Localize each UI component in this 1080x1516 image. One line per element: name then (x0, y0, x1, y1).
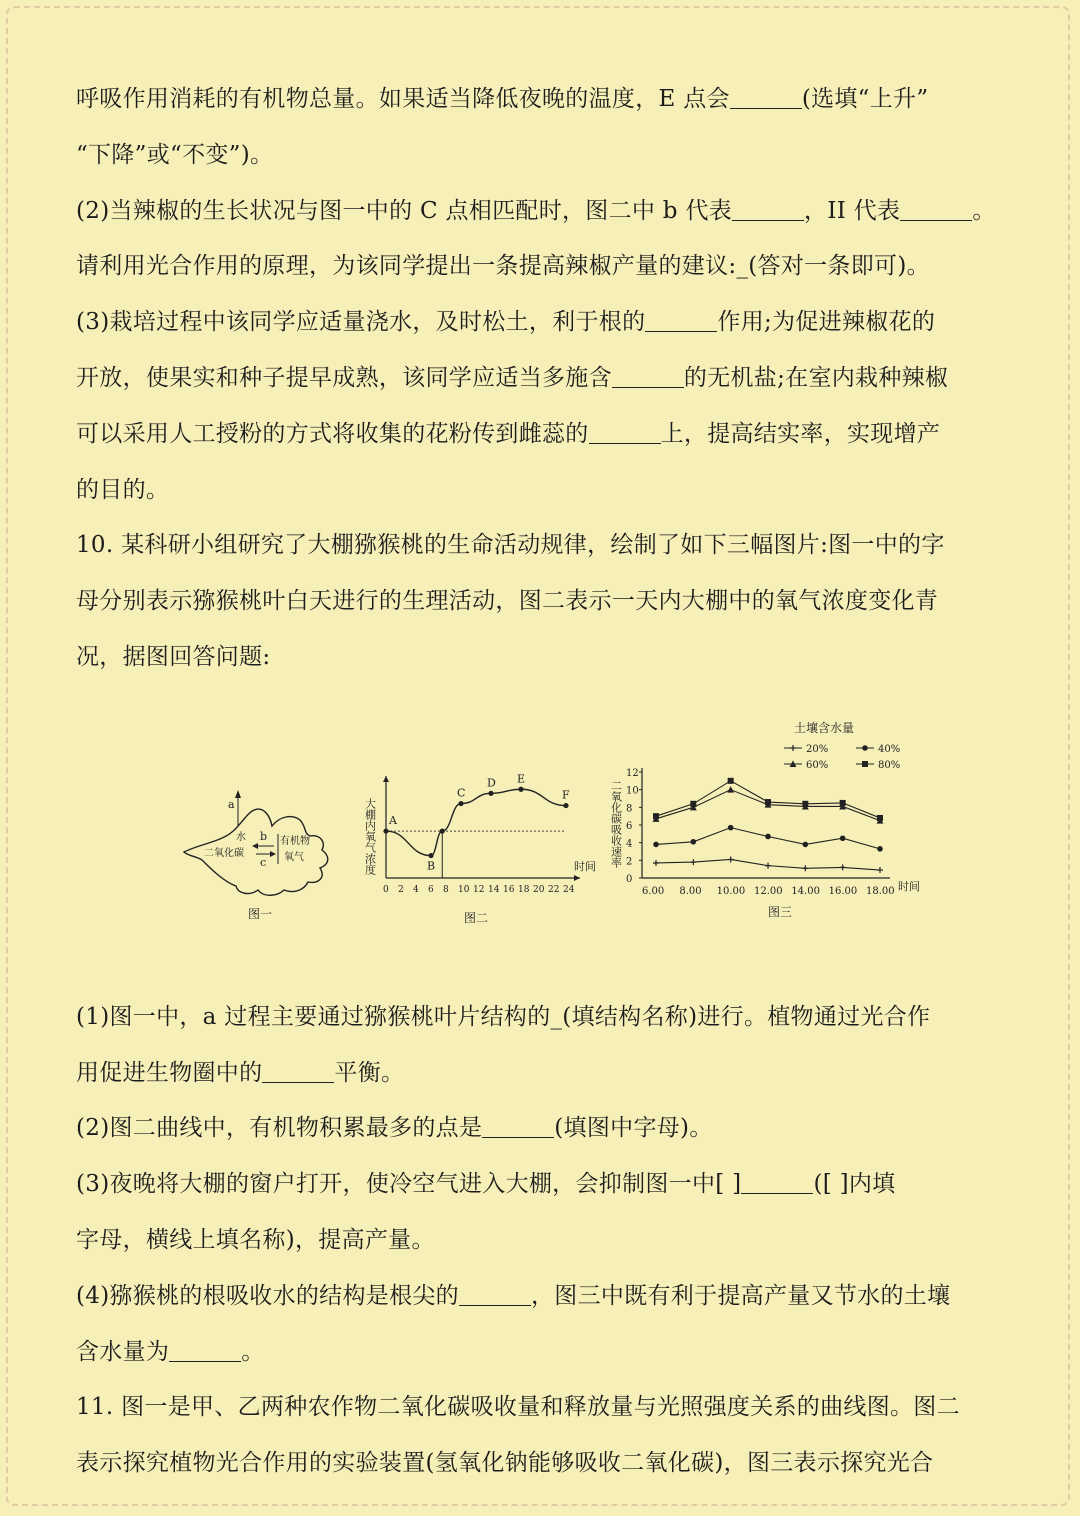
answer-blank[interactable] (589, 421, 661, 444)
x-axis-arrow (574, 875, 580, 881)
figure-3-co2-chart (606, 718, 926, 938)
answer-blank[interactable] (612, 365, 684, 388)
series-1-point (691, 839, 697, 845)
line-text: 11. 图一是甲、乙两种农作物二氧化碳吸收量和释放量与光照强度关系的曲线图。图二 (76, 1394, 960, 1421)
x-tick-label: 12 (473, 884, 485, 895)
x-tick-label: 14 (488, 884, 500, 895)
x-tick-label: 8.00 (679, 885, 702, 897)
point-label-f: F (562, 788, 570, 802)
chart-title: 土壤含水量 (794, 720, 855, 735)
x-tick-label: 22 (548, 884, 560, 895)
y-tick-label: 4 (626, 838, 633, 850)
x-tick-label: 0 (383, 884, 389, 895)
oxygen-curve (386, 789, 566, 855)
line-text: (3)夜晚将大棚的窗户打开，使冷空气进入大棚，会抑制图一中[ ] (76, 1171, 742, 1198)
text-line (76, 1325, 1008, 1381)
line-text: 字母，横线上填名称)，提高产量。 (76, 1226, 435, 1253)
series-0-point (765, 862, 771, 868)
point-label-c: C (457, 786, 466, 800)
text-line (76, 574, 1008, 630)
figure-row (76, 698, 1008, 988)
line-text: (3)栽培过程中该同学应适量浇水，及时松土，利于根的 (76, 309, 646, 336)
label-co2: 二氧化碳 (204, 847, 244, 859)
question-text-top (76, 72, 1008, 686)
text-line (76, 72, 1008, 128)
line-text: 的目的。 (76, 476, 170, 503)
figure-1-leaf-diagram (180, 786, 340, 926)
y-tick-label: 2 (626, 856, 633, 868)
curve-point (518, 786, 523, 791)
line-text: 含水量为 (76, 1338, 170, 1365)
label-organic: 有机物 (280, 835, 310, 847)
text-line (76, 1046, 1008, 1102)
series-0-point (802, 865, 808, 871)
line-text: (选填“上升” (801, 86, 929, 112)
text-line (76, 1157, 1008, 1213)
question-text-bottom (76, 990, 1008, 1492)
x-tick-label: 6 (428, 884, 434, 895)
series-0-point (877, 867, 883, 873)
text-line (76, 1436, 1008, 1492)
line-text: 平衡。 (334, 1059, 405, 1086)
x-tick-label: 12.00 (754, 885, 783, 897)
curve-point (488, 791, 493, 796)
x-tick-label: 16 (503, 884, 515, 895)
line-text: (4)猕猴桃的根吸收水的结构是根尖的 (76, 1282, 459, 1309)
figure-1-caption: 图一 (248, 906, 273, 921)
point-label-e: E (517, 772, 526, 786)
point-label-b: B (427, 859, 436, 873)
y-tick-label: 8 (626, 803, 633, 815)
line-text: 呼吸作用消耗的有机物总量。如果适当降低夜晚的温度，E 点会 (76, 86, 730, 112)
y-tick-label: 0 (626, 873, 633, 885)
line-text: 开放，使果实和种子提早成熟，该同学应适当多施含 (76, 364, 612, 391)
figure-2-caption: 图二 (464, 910, 489, 925)
text-line (76, 990, 1008, 1046)
series-3-point (728, 778, 734, 784)
answer-blank[interactable] (645, 309, 717, 332)
answer-blank[interactable] (482, 1115, 554, 1138)
answer-blank[interactable] (732, 198, 804, 221)
x-tick-label: 18 (518, 884, 530, 895)
line-text: 母分别表示猕猴桃叶白天进行的生理活动，图二表示一天内大棚中的氧气浓度变化青 (76, 588, 939, 615)
label-oxygen: 氧气 (284, 851, 304, 863)
curve-point (458, 801, 463, 806)
line-text: 作用;为促进辣椒花的 (717, 309, 936, 336)
figure-2-ylabel: 大棚内氧气浓度 (363, 797, 377, 875)
text-line (76, 128, 1008, 184)
answer-blank[interactable] (169, 1339, 241, 1362)
label-c: c (260, 855, 267, 869)
text-line (76, 295, 1008, 351)
x-tick-label: 10 (458, 884, 470, 895)
line-text: 表示探究植物光合作用的实验装置(氢氧化钠能够吸收二氧化碳)，图三表示探究光合 (76, 1450, 934, 1477)
line-text: 10. 某科研小组研究了大棚猕猴桃的生命活动规律，绘制了如下三幅图片:图一中的字 (76, 532, 945, 559)
series-3-point (765, 799, 771, 805)
answer-blank[interactable] (900, 198, 972, 221)
y-tick-label: 12 (626, 767, 639, 779)
legend-label: 80% (878, 759, 901, 771)
series-0-point (653, 860, 659, 866)
text-line (76, 184, 1008, 240)
x-tick-label: 16.00 (828, 885, 858, 897)
x-tick-label: 18.00 (866, 885, 895, 897)
legend-label: 60% (806, 759, 829, 771)
line-text: (填图中字母)。 (554, 1115, 713, 1142)
series-1-point (840, 835, 846, 841)
chart-xlabel: 时间 (898, 879, 920, 893)
text-line (76, 239, 1008, 295)
series-3-point (877, 815, 883, 821)
x-tick-label: 24 (563, 884, 575, 895)
text-line (76, 518, 1008, 574)
line-text: 。 (241, 1338, 265, 1365)
legend-marker (862, 761, 868, 767)
series-1-point (803, 841, 809, 847)
chart-ylabel: 二氧化碳吸收速率 (609, 779, 623, 868)
line-text: 可以采用人工授粉的方式将收集的花粉传到雌蕊的 (76, 420, 589, 447)
x-tick-label: 20 (533, 884, 545, 895)
text-line (76, 1380, 1008, 1436)
legend-marker (862, 745, 868, 751)
y-tick-label: 10 (626, 785, 639, 797)
point-label-a: A (389, 813, 397, 827)
figure-2-oxygen-curve (360, 768, 596, 928)
curve-point (440, 828, 445, 833)
series-3-point (690, 801, 696, 807)
series-1-point (765, 833, 771, 839)
x-tick-label: 6.00 (642, 885, 665, 897)
x-tick-label: 2 (398, 884, 404, 895)
x-tick-label: 8 (443, 884, 449, 895)
line-text: ([ ]内填 (813, 1171, 896, 1198)
answer-blank[interactable] (459, 1283, 531, 1306)
line-text: (2)图二曲线中，有机物积累最多的点是 (76, 1115, 483, 1142)
line-text: 上，提高结实率，实现增产 (660, 420, 941, 447)
x-tick-label: 4 (413, 884, 419, 895)
y-tick-label: 6 (626, 820, 633, 832)
x-tick-label: 10.00 (716, 885, 746, 897)
curve-point (563, 803, 568, 808)
line-text: ，图三中既有利于提高产量又节水的土壤 (530, 1282, 951, 1309)
series-1-point (877, 846, 883, 852)
legend-label: 20% (806, 743, 829, 755)
line-text: 的无机盐;在室内栽种辣椒 (683, 364, 949, 391)
text-line (76, 407, 1008, 463)
series-0-point (840, 864, 846, 870)
curve-point (428, 853, 433, 858)
text-line (76, 463, 1008, 519)
line-text: 况，据图回答问题: (76, 643, 271, 670)
line-text: 请利用光合作用的原理，为该同学提出一条提高辣椒产量的建议:_(答对一条即可)。 (76, 253, 930, 280)
series-0-point (690, 859, 696, 865)
series-2-point (727, 786, 734, 793)
text-line (76, 1101, 1008, 1157)
line-text: 用促进生物圈中的 (76, 1059, 263, 1086)
answer-blank[interactable] (262, 1060, 334, 1083)
figure-2-xlabel: 时间 (574, 859, 596, 873)
curve-point (383, 828, 388, 833)
y-axis-arrow (383, 776, 389, 782)
text-line (76, 630, 1008, 686)
text-line (76, 1213, 1008, 1269)
label-water: 水 (236, 831, 246, 843)
answer-blank[interactable] (741, 1171, 813, 1194)
text-line (76, 1269, 1008, 1325)
point-label-d: D (487, 776, 496, 790)
line-text: “下降”或“不变”)。 (76, 141, 274, 168)
label-a: a (228, 797, 235, 811)
line-text: (1)图一中，a 过程主要通过猕猴桃叶片结构的_(填结构名称)进行。植物通过光合作 (76, 1003, 931, 1030)
legend-marker (790, 745, 796, 751)
answer-blank[interactable] (730, 86, 802, 109)
series-3-point (653, 813, 659, 819)
series-3-point (802, 801, 808, 807)
series-3-point (840, 800, 846, 806)
worksheet-page (76, 72, 1008, 1492)
series-0-point (728, 856, 734, 862)
line-text: (2)当辣椒的生长状况与图一中的 C 点相匹配时，图二中 b 代表 (76, 197, 733, 224)
series-1-point (728, 825, 734, 831)
line-text: ，II 代表 (804, 197, 901, 224)
series-1-point (653, 841, 659, 847)
text-line (76, 351, 1008, 407)
legend-label: 40% (878, 743, 901, 755)
line-text: 。 (972, 197, 996, 224)
x-tick-label: 14.00 (791, 885, 820, 897)
chart-caption: 图三 (768, 904, 793, 919)
label-b: b (260, 829, 268, 843)
